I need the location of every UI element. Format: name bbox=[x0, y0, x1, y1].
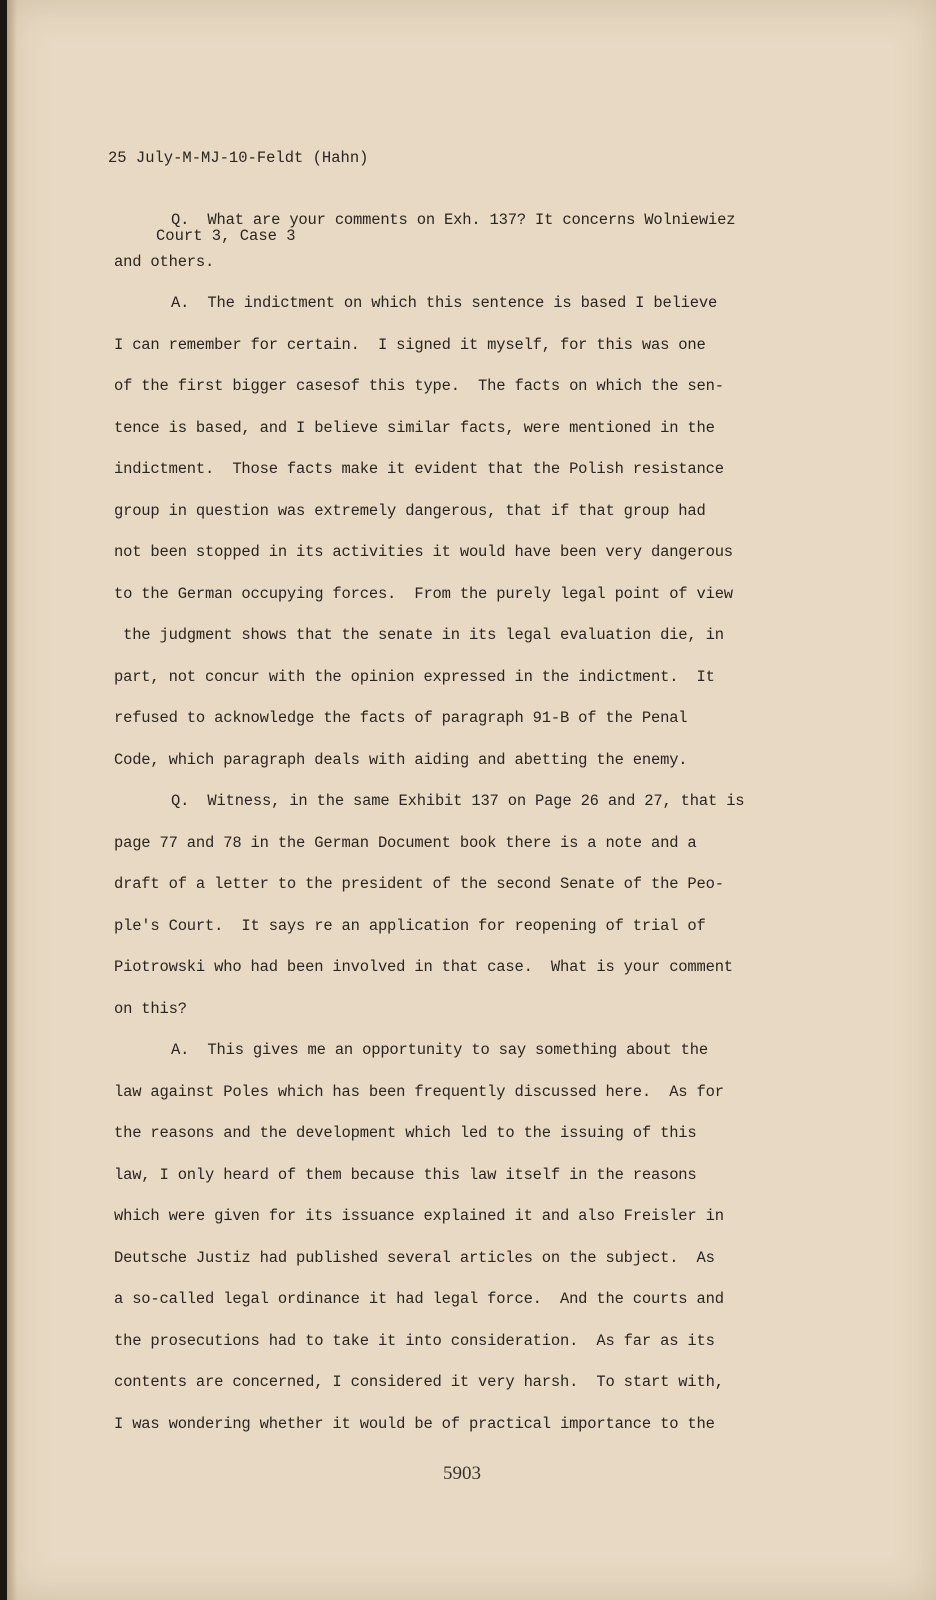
transcript-line: a so-called legal ordinance it had legal force. And the courts and bbox=[114, 1290, 724, 1308]
transcript-line: indictment. Those facts make it evident that the Polish resistance bbox=[114, 460, 724, 478]
transcript-line: Deutsche Justiz had published several articles on the subject. As bbox=[114, 1249, 715, 1267]
header-line-court: Court 3, Case 3 bbox=[156, 227, 296, 245]
transcript-line: page 77 and 78 in the German Document book there is a note and a bbox=[114, 834, 697, 852]
transcript-line: part, not concur with the opinion expressed in the indictment. It bbox=[114, 668, 715, 686]
transcript-line: A. The indictment on which this sentence is based I believe bbox=[171, 294, 718, 312]
transcript-line: Piotrowski who had been involved in that case. What is your comment bbox=[114, 958, 733, 976]
transcript-line: of the first bigger casesof this type. The facts on which the sen- bbox=[114, 377, 724, 395]
transcript-line: law against Poles which has been frequently discussed here. As for bbox=[114, 1083, 724, 1101]
transcript-line: refused to acknowledge the facts of paragraph 91-B of the Penal bbox=[114, 709, 688, 727]
transcript-line: and others. bbox=[114, 253, 215, 271]
header-line-case-reference: 25 July-M-MJ-10-Feldt (Hahn) bbox=[108, 149, 369, 167]
transcript-line: law, I only heard of them because this law itself in the reasons bbox=[114, 1166, 697, 1184]
transcript-line: ple's Court. It says re an application for reopening of trial of bbox=[114, 917, 706, 935]
document-page bbox=[7, 0, 936, 1600]
transcript-line: A. This gives me an opportunity to say something about the bbox=[171, 1041, 708, 1059]
transcript-line: which were given for its issuance explained it and also Freisler in bbox=[114, 1207, 724, 1225]
transcript-line: draft of a letter to the president of the second Senate of the Peo- bbox=[114, 875, 724, 893]
transcript-line: tence is based, and I believe similar facts, were mentioned in the bbox=[114, 419, 715, 437]
transcript-line: on this? bbox=[114, 1000, 187, 1018]
transcript-line: not been stopped in its activities it would have been very dangerous bbox=[114, 543, 733, 561]
transcript-line: the judgment shows that the senate in its legal evaluation die, in bbox=[114, 626, 724, 644]
transcript-line: the reasons and the development which led to the issuing of this bbox=[114, 1124, 697, 1142]
page-number: 5903 bbox=[443, 1463, 481, 1484]
transcript-line: I was wondering whether it would be of practical importance to the bbox=[114, 1415, 715, 1433]
transcript-line: group in question was extremely dangerous, that if that group had bbox=[114, 502, 706, 520]
transcript-line: I can remember for certain. I signed it myself, for this was one bbox=[114, 336, 706, 354]
transcript-line: Q. What are your comments on Exh. 137? It concerns Wolniewiez bbox=[171, 211, 736, 229]
page-edge-stain bbox=[7, 0, 17, 1600]
transcript-line: Q. Witness, in the same Exhibit 137 on Page 26 and 27, that is bbox=[171, 792, 745, 810]
transcript-line: to the German occupying forces. From the purely legal point of view bbox=[114, 585, 733, 603]
transcript-line: contents are concerned, I considered it very harsh. To start with, bbox=[114, 1373, 724, 1391]
transcript-line: the prosecutions had to take it into consideration. As far as its bbox=[114, 1332, 715, 1350]
transcript-line: Code, which paragraph deals with aiding and abetting the enemy. bbox=[114, 751, 688, 769]
